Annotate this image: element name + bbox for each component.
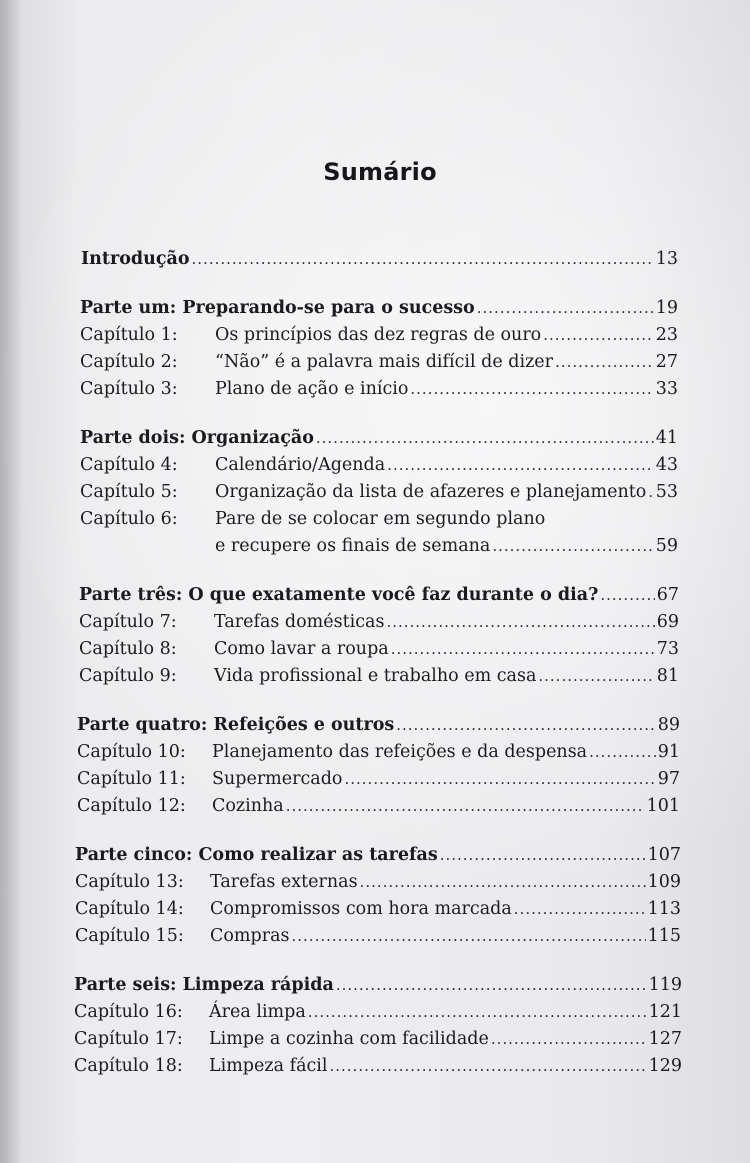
dot-leader bbox=[538, 663, 654, 690]
chapter-label: Capítulo 12: bbox=[77, 796, 186, 816]
toc-section bbox=[0, 425, 750, 560]
dot-leader bbox=[477, 295, 654, 322]
chapter-label: Capítulo 18: bbox=[74, 1056, 183, 1076]
toc-chapter-entry bbox=[80, 506, 678, 533]
chapter-label: Capítulo 9: bbox=[79, 666, 177, 686]
chapter-label: Capítulo 4: bbox=[80, 455, 178, 475]
toc-chapter-entry bbox=[80, 376, 678, 403]
toc-chapter-entry bbox=[74, 1053, 682, 1080]
page-number: 89 bbox=[657, 715, 680, 735]
toc-chapter-entry bbox=[80, 349, 678, 376]
part-title: Parte quatro: Refeições e outros bbox=[77, 715, 395, 735]
chapter-title: Limpeza fácil bbox=[209, 1056, 328, 1076]
toc-section bbox=[0, 712, 750, 820]
toc-chapter-entry bbox=[80, 322, 678, 349]
page-number: 81 bbox=[656, 666, 679, 686]
dot-leader bbox=[648, 479, 653, 506]
chapter-title: Como lavar a roupa bbox=[214, 639, 389, 659]
toc-chapter-entry bbox=[75, 869, 681, 896]
chapter-label: Capítulo 10: bbox=[77, 742, 186, 762]
toc-section bbox=[0, 842, 750, 950]
dot-leader bbox=[391, 636, 655, 663]
dot-leader bbox=[555, 349, 654, 376]
chapter-title: Os princípios das dez regras de ouro bbox=[215, 325, 542, 345]
page-number: 19 bbox=[655, 298, 678, 318]
chapter-title: Cozinha bbox=[212, 796, 284, 816]
dot-leader bbox=[396, 712, 655, 739]
part-title: Parte três: O que exatamente você faz durante o dia? bbox=[79, 585, 599, 605]
page-number: 67 bbox=[656, 585, 679, 605]
dot-leader bbox=[308, 999, 647, 1026]
part-title: Parte seis: Limpeza rápida bbox=[74, 975, 334, 995]
page-number: 119 bbox=[648, 975, 682, 995]
chapter-title: Compromissos com hora marcada bbox=[210, 899, 512, 919]
toc-chapter-entry bbox=[77, 766, 680, 793]
chapter-title: Limpe a cozinha com facilidade bbox=[209, 1029, 489, 1049]
page-number: 127 bbox=[648, 1029, 682, 1049]
dot-leader bbox=[316, 425, 654, 452]
page-number: 53 bbox=[655, 482, 678, 502]
page-number: 33 bbox=[655, 379, 678, 399]
toc-section bbox=[0, 295, 750, 403]
chapter-title: Planejamento das refeições e da despensa bbox=[212, 742, 588, 762]
chapter-label: Capítulo 3: bbox=[80, 379, 178, 399]
dot-leader bbox=[330, 1053, 647, 1080]
toc-section bbox=[0, 972, 750, 1080]
chapter-label: Capítulo 15: bbox=[75, 926, 184, 946]
toc-part-entry bbox=[79, 582, 679, 609]
chapter-title: Tarefas domésticas bbox=[214, 612, 385, 632]
page-number: 43 bbox=[655, 455, 678, 475]
part-title: Introdução bbox=[81, 249, 190, 269]
chapter-title: “Não” é a palavra mais difícil de dizer bbox=[215, 352, 554, 372]
chapter-label: Capítulo 16: bbox=[74, 1002, 183, 1022]
toc-part-entry bbox=[81, 246, 678, 273]
page-number: 115 bbox=[647, 926, 681, 946]
toc-chapter-entry bbox=[79, 663, 679, 690]
page-number: 101 bbox=[646, 796, 680, 816]
page-number: 91 bbox=[657, 742, 680, 762]
toc-chapter-entry bbox=[75, 923, 681, 950]
toc-part-entry bbox=[80, 295, 678, 322]
page-number: 73 bbox=[656, 639, 679, 659]
chapter-label: Capítulo 14: bbox=[75, 899, 184, 919]
toc-chapter-entry bbox=[79, 609, 679, 636]
dot-leader bbox=[543, 322, 653, 349]
part-title: Parte dois: Organização bbox=[80, 428, 314, 448]
page-number: 109 bbox=[647, 872, 681, 892]
page-number: 129 bbox=[648, 1056, 682, 1076]
chapter-label: Capítulo 11: bbox=[77, 769, 186, 789]
chapter-title: Tarefas externas bbox=[210, 872, 358, 892]
dot-leader bbox=[410, 376, 653, 403]
chapter-title: Supermercado bbox=[212, 769, 343, 789]
dot-leader bbox=[292, 923, 646, 950]
page-number: 13 bbox=[655, 249, 678, 269]
chapter-label: Capítulo 5: bbox=[80, 482, 178, 502]
page-number: 23 bbox=[655, 325, 678, 345]
chapter-label: Capítulo 6: bbox=[80, 509, 178, 529]
dot-leader bbox=[387, 452, 654, 479]
dot-leader bbox=[600, 582, 654, 609]
dot-leader bbox=[514, 896, 646, 923]
page-number: 113 bbox=[647, 899, 681, 919]
page-number: 121 bbox=[648, 1002, 682, 1022]
toc-chapter-entry bbox=[75, 896, 681, 923]
chapter-title: Calendário/Agenda bbox=[215, 455, 386, 475]
dot-leader bbox=[286, 793, 645, 820]
dot-leader bbox=[360, 869, 646, 896]
chapter-label: Capítulo 8: bbox=[79, 639, 177, 659]
chapter-label: Capítulo 17: bbox=[74, 1029, 183, 1049]
toc-chapter-entry bbox=[74, 999, 682, 1026]
page-number: 97 bbox=[657, 769, 680, 789]
chapter-title: Organização da lista de afazeres e planejamento bbox=[215, 482, 647, 502]
table-of-contents bbox=[0, 246, 750, 1102]
dot-leader bbox=[440, 842, 646, 869]
chapter-title: Área limpa bbox=[209, 1002, 306, 1022]
dot-leader bbox=[386, 609, 654, 636]
part-title: Parte cinco: Como realizar as tarefas bbox=[75, 845, 438, 865]
page-title: Sumário bbox=[323, 158, 437, 186]
toc-chapter-entry bbox=[80, 452, 678, 479]
toc-part-entry bbox=[74, 972, 682, 999]
dot-leader bbox=[492, 533, 653, 560]
page-number: 107 bbox=[647, 845, 681, 865]
page-number: 69 bbox=[656, 612, 679, 632]
toc-section bbox=[0, 582, 750, 690]
chapter-title-continuation: e recupere os finais de semana bbox=[215, 536, 491, 556]
dot-leader bbox=[344, 766, 655, 793]
part-title: Parte um: Preparando-se para o sucesso bbox=[80, 298, 475, 318]
chapter-label: Capítulo 1: bbox=[80, 325, 178, 345]
chapter-title: Vida profissional e trabalho em casa bbox=[214, 666, 537, 686]
toc-part-entry bbox=[75, 842, 681, 869]
dot-leader bbox=[491, 1026, 647, 1053]
chapter-title: Plano de ação e início bbox=[215, 379, 409, 399]
chapter-label: Capítulo 7: bbox=[79, 612, 177, 632]
chapter-title: Compras bbox=[210, 926, 290, 946]
toc-chapter-entry bbox=[80, 479, 678, 506]
toc-part-entry bbox=[77, 712, 680, 739]
chapter-label: Capítulo 2: bbox=[80, 352, 178, 372]
toc-chapter-entry bbox=[79, 636, 679, 663]
page-number: 27 bbox=[655, 352, 678, 372]
toc-section bbox=[0, 246, 750, 273]
page-number: 41 bbox=[655, 428, 678, 448]
chapter-title: Pare de se colocar em segundo plano bbox=[215, 509, 546, 529]
chapter-label: Capítulo 13: bbox=[75, 872, 184, 892]
page-number: 59 bbox=[655, 536, 678, 556]
toc-chapter-continuation bbox=[215, 533, 678, 560]
toc-part-entry bbox=[80, 425, 678, 452]
toc-chapter-entry bbox=[77, 793, 680, 820]
toc-chapter-entry bbox=[74, 1026, 682, 1053]
dot-leader bbox=[589, 739, 656, 766]
dot-leader bbox=[336, 972, 647, 999]
dot-leader bbox=[192, 246, 654, 273]
toc-chapter-entry bbox=[77, 739, 680, 766]
